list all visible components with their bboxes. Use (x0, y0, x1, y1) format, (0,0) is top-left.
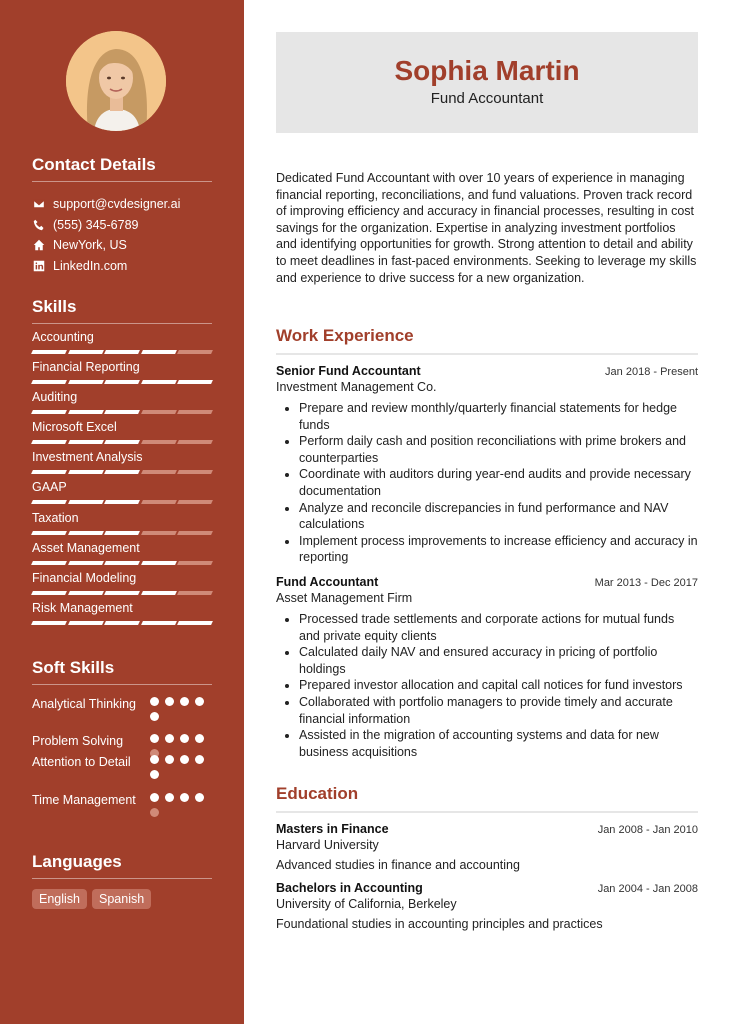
skill-level-segment (104, 410, 139, 414)
skill-level-segment (177, 410, 212, 414)
job-entry (276, 364, 698, 566)
skill-label: Risk Management (32, 600, 133, 615)
rating-dot (150, 755, 159, 764)
skill-level-segment (141, 470, 176, 474)
candidate-role: Fund Accountant (430, 90, 544, 107)
summary: Dedicated Fund Accountant with over 10 years of experience in managing financial reporting, reconciliations, and fund valuations. Proven track record of improving efficiency and accuracy in financial processes, resulting in cost savings for the organization. Expertise in analyzing investment portfolios and identifying opportunities for growth. Strong attention to detail and ability to meet deadlines in fast-paced environments. Seeking to leverage my skills and experience to drive success for a new organization. (276, 171, 697, 285)
skill-level-segment (177, 350, 212, 354)
soft-skills-title: Soft Skills (32, 658, 212, 685)
soft-skill-rating (150, 793, 206, 817)
soft-skill-item (32, 696, 212, 733)
contact-phone[interactable] (32, 215, 212, 236)
education-description: Foundational studies in accounting principles and practices (276, 917, 603, 931)
skill-item (32, 538, 212, 568)
education-date: Jan 2008 - Jan 2010 (597, 824, 698, 836)
job-bullets (276, 400, 698, 566)
skill-item (32, 508, 212, 538)
skill-level-segment (68, 440, 103, 444)
skill-label: Investment Analysis (32, 450, 143, 465)
job-bullet: • Perform daily cash and position reconciliations with prime brokers and counterparties (299, 433, 698, 466)
skill-level-segment (177, 440, 212, 444)
skill-level-bar (32, 380, 212, 384)
language-tag: English (32, 889, 87, 909)
skill-level-bar (32, 410, 212, 414)
skill-label: Auditing (32, 390, 78, 405)
education-entry (276, 822, 698, 872)
job-bullets (276, 611, 698, 760)
rating-dot (180, 734, 189, 743)
skill-level-segment (31, 561, 66, 565)
education-title: Education (276, 784, 698, 813)
soft-skill-rating (150, 697, 206, 721)
education-description: Advanced studies in finance and accounting (276, 858, 520, 872)
skill-level-segment (141, 500, 176, 504)
work-experience-title: Work Experience (276, 326, 698, 355)
skill-item (32, 447, 212, 477)
contact-email[interactable] (32, 194, 212, 215)
job-bullet: • Implement process improvements to increase efficiency and accuracy in reporting (299, 533, 698, 566)
skill-label: Financial Modeling (32, 570, 137, 585)
skill-level-segment (104, 380, 139, 384)
skill-level-segment (68, 531, 103, 535)
skill-level-segment (104, 470, 139, 474)
languages-title: Languages (32, 852, 212, 879)
skill-item (32, 598, 212, 628)
skill-level-segment (104, 591, 139, 595)
contact-list (32, 194, 212, 276)
skill-level-segment (177, 470, 212, 474)
skill-level-segment (68, 350, 103, 354)
skills-title: Skills (32, 297, 212, 324)
skill-level-segment (31, 440, 66, 444)
degree: Bachelors in Accounting (276, 881, 423, 895)
skill-level-segment (177, 500, 212, 504)
rating-dot (150, 770, 159, 779)
school: University of California, Berkeley (276, 897, 457, 911)
skill-level-segment (177, 591, 212, 595)
school: Harvard University (276, 838, 379, 852)
skill-level-bar (32, 500, 212, 504)
job-title: Fund Accountant (276, 574, 379, 589)
skill-level-bar (32, 470, 212, 474)
skill-item (32, 387, 212, 417)
job-title: Senior Fund Accountant (276, 364, 421, 378)
soft-skill-label: Time Management (32, 793, 136, 807)
rating-dot (195, 755, 204, 764)
soft-skill-item (32, 792, 212, 828)
contact-section (32, 155, 212, 276)
skill-item (32, 477, 212, 507)
soft-skill-label: Attention to Detail (32, 755, 131, 769)
soft-skill-item (32, 733, 212, 754)
skill-level-segment (31, 591, 66, 595)
skill-level-segment (31, 350, 66, 354)
skill-level-segment (141, 561, 176, 565)
work-experience-section (276, 326, 698, 760)
job-bullet: • Analyze and reconcile discrepancies in fund performance and NAV calculations (299, 500, 698, 533)
linkedin-icon (32, 259, 46, 273)
job-date: Mar 2013 - Dec 2017 (594, 576, 698, 589)
skill-level-segment (104, 531, 139, 535)
soft-skills-section (32, 658, 212, 828)
rating-dot (150, 808, 159, 817)
skill-level-segment (31, 470, 66, 474)
skills-section (32, 297, 212, 628)
email-icon (32, 197, 46, 211)
skill-level-segment (31, 531, 66, 535)
rating-dot (165, 755, 174, 764)
sidebar (0, 0, 244, 1024)
skill-level-segment (68, 591, 103, 595)
contact-location-text: NewYork, US (53, 238, 127, 253)
skill-level-segment (177, 561, 212, 565)
skill-level-segment (31, 410, 66, 414)
contact-location (32, 235, 212, 256)
profile-photo-icon (66, 31, 166, 131)
skill-level-bar (32, 531, 212, 535)
contact-email-text: support@cvdesigner.ai (53, 197, 181, 212)
education-date: Jan 2004 - Jan 2008 (597, 883, 698, 895)
job-bullet: • Assisted in the migration of accounting systems and data for new business acquisitions (299, 727, 698, 760)
skill-level-bar (32, 621, 212, 625)
skill-label: Accounting (32, 330, 94, 344)
job-bullet: • Processed trade settlements and corporate actions for mutual funds and private equity clients (299, 611, 698, 644)
skill-item (32, 568, 212, 598)
rating-dot (150, 712, 159, 721)
skill-label: Asset Management (32, 540, 140, 555)
education-entry (276, 881, 698, 931)
rating-dot (150, 697, 159, 706)
skill-level-bar (32, 350, 212, 354)
skill-level-segment (104, 621, 139, 625)
soft-skill-label: Problem Solving (32, 734, 124, 748)
skill-level-segment (68, 470, 103, 474)
skill-level-segment (177, 380, 212, 384)
skill-item (32, 357, 212, 387)
skill-label: Financial Reporting (32, 360, 140, 375)
skill-level-segment (141, 410, 176, 414)
rating-dot (150, 734, 159, 743)
contact-linkedin[interactable] (32, 256, 212, 277)
job-company: Asset Management Firm (276, 590, 413, 605)
rating-dot (180, 755, 189, 764)
soft-skill-item (32, 754, 212, 792)
contact-title: Contact Details (32, 155, 212, 182)
skill-level-segment (141, 440, 176, 444)
job-bullet: • Coordinate with auditors during year-end audits and provide necessary documentation (299, 466, 698, 499)
rating-dot (180, 793, 189, 802)
skill-label: Microsoft Excel (32, 420, 117, 435)
rating-dot (195, 734, 204, 743)
rating-dot (165, 793, 174, 802)
skill-level-segment (31, 621, 66, 625)
skill-level-segment (141, 591, 176, 595)
job-bullet: • Prepare and review monthly/quarterly financial statements for hedge funds (299, 400, 698, 433)
skill-level-segment (68, 561, 103, 565)
skill-item (32, 327, 212, 357)
skill-level-segment (141, 531, 176, 535)
skill-level-segment (104, 440, 139, 444)
job-company: Investment Management Co. (276, 380, 437, 394)
contact-phone-text: (555) 345-6789 (53, 217, 139, 232)
languages-list (32, 889, 212, 909)
rating-dot (150, 793, 159, 802)
phone-icon (32, 218, 46, 232)
skill-level-bar (32, 440, 212, 444)
education-section (276, 784, 698, 931)
home-icon (32, 238, 46, 252)
job-entry (276, 575, 698, 760)
skill-level-bar (32, 561, 212, 565)
skill-level-segment (141, 350, 176, 354)
skill-level-segment (104, 350, 139, 354)
skill-level-segment (177, 531, 212, 535)
skill-level-bar (32, 591, 212, 595)
job-date: Jan 2018 - Present (605, 366, 698, 378)
job-bullet: • Calculated daily NAV and ensured accuracy in pricing of portfolio holdings (299, 644, 698, 677)
rating-dot (180, 697, 189, 706)
skill-level-segment (31, 500, 66, 504)
skill-level-segment (68, 621, 103, 625)
skill-level-segment (104, 500, 139, 504)
skill-level-segment (177, 621, 212, 625)
soft-skill-label: Analytical Thinking (32, 697, 136, 711)
skill-level-segment (68, 380, 103, 384)
soft-skill-rating (150, 755, 206, 779)
degree: Masters in Finance (276, 822, 389, 836)
skill-level-segment (68, 410, 103, 414)
rating-dot (165, 697, 174, 706)
skill-level-segment (31, 380, 66, 384)
header (276, 32, 698, 133)
skill-label: Taxation (32, 510, 79, 525)
skills-list (32, 327, 212, 628)
job-bullet: • Collaborated with portfolio managers to provide timely and accurate financial information (299, 694, 698, 727)
skill-level-segment (141, 380, 176, 384)
languages-section (32, 852, 212, 909)
avatar (66, 31, 166, 131)
skill-level-segment (68, 500, 103, 504)
skill-label: GAAP (32, 480, 67, 495)
skill-level-segment (141, 621, 176, 625)
contact-linkedin-text: LinkedIn.com (53, 258, 128, 273)
language-tag: Spanish (92, 889, 151, 909)
job-bullet: • Prepared investor allocation and capital call notices for fund investors (299, 677, 698, 694)
rating-dot (165, 734, 174, 743)
skill-item (32, 417, 212, 447)
rating-dot (195, 697, 204, 706)
soft-skills-list (32, 696, 212, 828)
rating-dot (195, 793, 204, 802)
candidate-name: Sophia Martin (394, 55, 580, 86)
skill-level-segment (104, 561, 139, 565)
